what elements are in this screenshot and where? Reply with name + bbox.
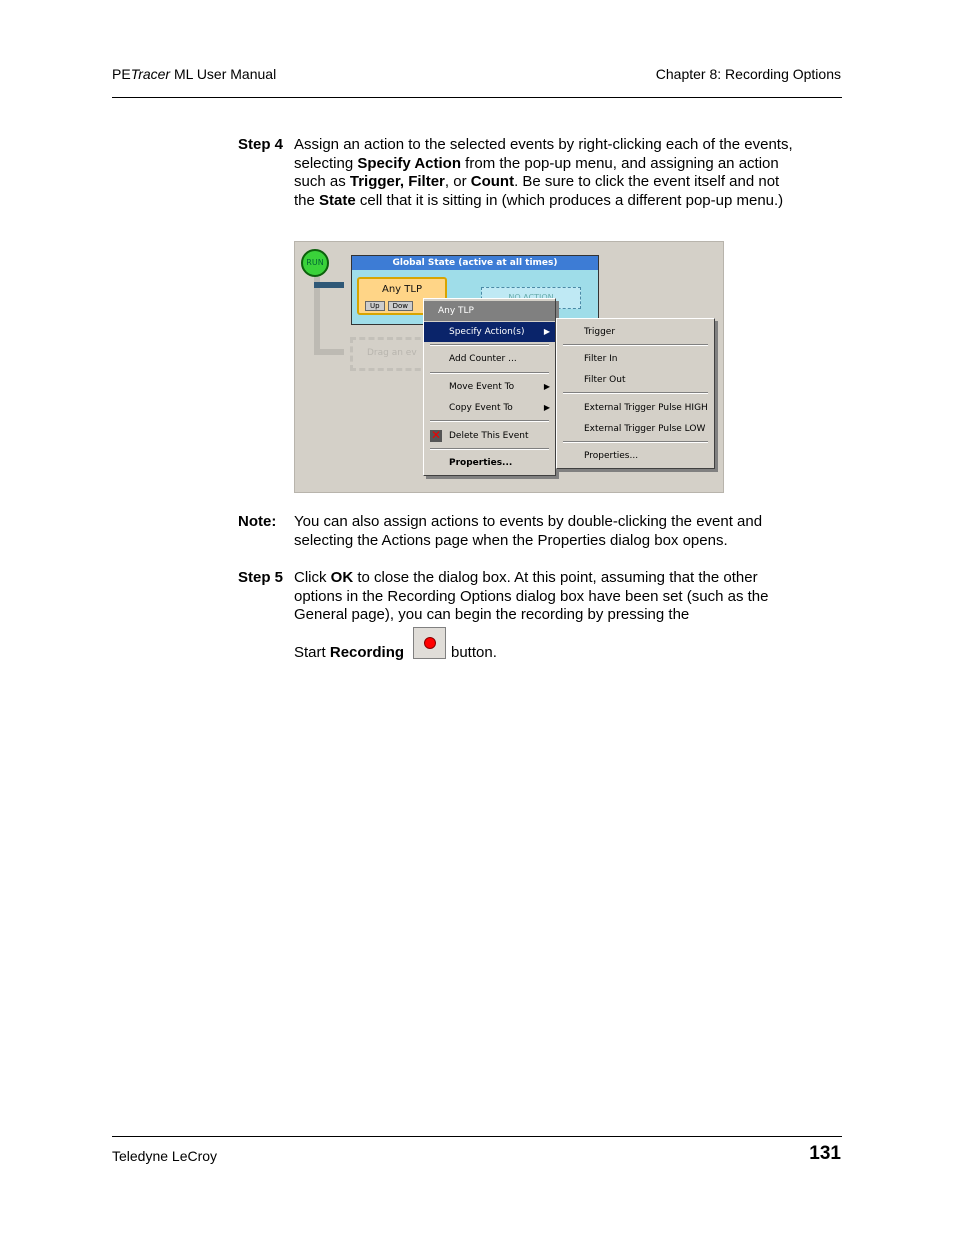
menu-header: Any TLP — [424, 301, 555, 321]
actions-submenu — [556, 318, 715, 469]
page-number: 131 — [809, 1143, 841, 1164]
submenu-arrow-icon: ▶ — [543, 382, 550, 391]
flow-line — [314, 277, 320, 355]
menu-move-event[interactable]: Move Event To ▶ — [424, 377, 555, 397]
screenshot-figure — [294, 241, 724, 493]
context-menu — [423, 298, 556, 476]
run-button[interactable]: RUN — [301, 249, 329, 277]
event-title: Any TLP — [382, 284, 422, 295]
submenu-properties[interactable]: Properties... — [584, 451, 639, 461]
submenu-ext-trigger-high[interactable]: External Trigger Pulse HIGH — [584, 403, 708, 413]
submenu-arrow-icon: ▶ — [543, 327, 550, 336]
menu-add-counter[interactable]: Add Counter ... — [449, 354, 517, 364]
submenu-arrow-icon: ▶ — [543, 403, 550, 412]
step5-text: Click OK to close the dialog box. At this point, assuming that the other options in the Recording Options dialog box have been set (such as the General page), you can begin the recording by pressing the — [294, 569, 769, 624]
header-title: PETracer ML User Manual — [112, 66, 277, 82]
record-icon — [424, 637, 436, 649]
record-button[interactable] — [413, 627, 446, 659]
drag-event-placeholder: Drag an ev — [350, 337, 430, 371]
step4-label: Step 4 — [238, 136, 284, 153]
note-label: Note: — [238, 513, 277, 530]
delete-icon — [430, 430, 442, 442]
event-down-tag: Dow — [388, 301, 413, 311]
step4-text: Assign an action to the selected events by right-clicking each of the events, selecting Specify Action from the pop-up menu, and assigning an action such as Trigger, Filter, or Count. Be sure to click the event itself and not the State cell that it is sitting in (which produces a different pop-up menu.) — [294, 136, 793, 210]
footer-company: Teledyne LeCroy — [112, 1148, 218, 1164]
event-up-tag: Up — [365, 301, 385, 311]
start-recording-text: Start Recording — [294, 644, 405, 661]
flow-arrow — [314, 282, 344, 288]
menu-specify-actions[interactable]: Specify Action(s) ▶ — [424, 322, 555, 342]
submenu-ext-trigger-low[interactable]: External Trigger Pulse LOW — [584, 424, 706, 434]
step5-label: Step 5 — [238, 569, 284, 586]
header-chapter: Chapter 8: Recording Options — [655, 66, 841, 82]
state-title: Global State (active at all times) — [352, 256, 598, 270]
menu-delete-event[interactable]: ✕ Delete This Event — [424, 426, 555, 446]
submenu-trigger[interactable]: Trigger — [584, 327, 616, 337]
submenu-filter-out[interactable]: Filter Out — [584, 375, 626, 385]
header-rule — [112, 97, 842, 98]
button-word: button. — [451, 644, 497, 661]
note-text: You can also assign actions to events by double-clicking the event and selecting the Actions page when the Properties dialog box opens. — [294, 513, 763, 549]
flow-arrow-inactive — [314, 349, 344, 355]
menu-copy-event[interactable]: Copy Event To ▶ — [424, 398, 555, 418]
menu-properties[interactable]: Properties... — [449, 458, 513, 468]
submenu-filter-in[interactable]: Filter In — [584, 354, 618, 364]
footer-rule — [112, 1136, 842, 1137]
